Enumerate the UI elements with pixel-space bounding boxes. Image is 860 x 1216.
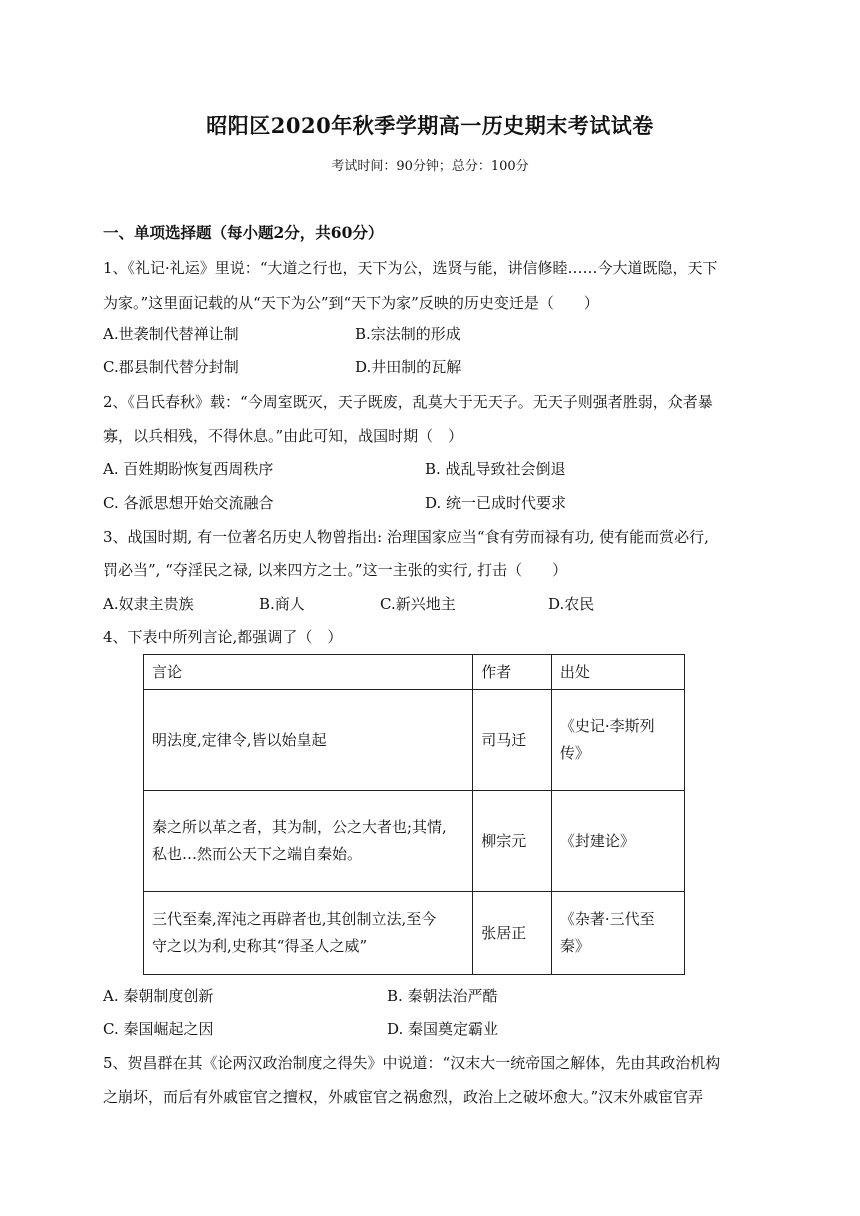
table-cell-author: 张居正 [473, 892, 552, 975]
question-1-option-b: B.宗法制的形成 [355, 325, 461, 343]
question-1-option-c: C.郡县制代替分封制 [103, 358, 239, 376]
table-header-author: 作者 [473, 655, 552, 690]
question-3-option-b: B.商人 [259, 595, 305, 613]
table-cell-author: 司马迁 [473, 690, 552, 791]
table-row [144, 791, 685, 892]
question-2-option-b: B. 战乱导致社会倒退 [425, 460, 566, 478]
question-3-option-a: A.奴隶主贵族 [103, 595, 194, 613]
quotes-table [143, 654, 685, 975]
table-cell-quote: 秦之所以革之者，其为制，公之大者也;其情, 私也…然而公天下之端自秦始。 [144, 791, 473, 892]
table-cell-source: 《封建论》 [551, 791, 684, 892]
table-header-source: 出处 [551, 655, 684, 690]
table-row [144, 690, 685, 791]
table-cell-source: 《史记·李斯列 传》 [551, 690, 684, 791]
question-1-option-a: A.世袭制代替禅让制 [103, 325, 239, 343]
question-4-option-c: C. 秦国崛起之因 [103, 1020, 214, 1038]
question-3-line-1: 3、战国时期, 有一位著名历史人物曾指出: 治理国家应当“食有劳而禄有功, 使有能而赏必行, [103, 528, 709, 546]
question-2-option-d: D. 统一已成时代要求 [425, 494, 567, 512]
question-1-option-d: D.井田制的瓦解 [355, 358, 462, 376]
question-3-option-d: D.农民 [548, 595, 595, 613]
question-1-line-1: 1、《礼记·礼运》里说：“大道之行也，天下为公，选贤与能，讲信修睦……今大道既隐，天下 [103, 259, 718, 277]
question-2-line-1: 2、《吕氏春秋》载：“今周室既灭，天子既废，乱莫大于无天子。无天子则强者胜弱，众者暴 [103, 393, 713, 411]
table-header-row [144, 655, 685, 690]
table-cell-author: 柳宗元 [473, 791, 552, 892]
table-cell-quote: 三代至秦,浑沌之再辟者也,其创制立法,至今 守之以为利,史称其“得圣人之威” [144, 892, 473, 975]
page-title: 昭阳区2020年秋季学期高一历史期末考试试卷 [206, 113, 654, 138]
section-heading: 一、单项选择题（每小题2分，共60分） [103, 223, 384, 242]
question-1-line-2: 为家。”这里面记载的从“天下为公”到“天下为家”反映的历史变迁是（ ） [103, 294, 599, 312]
table-header-quote: 言论 [144, 655, 473, 690]
question-5-line-2: 之崩坏，而后有外戚宦官之擅权，外戚宦官之祸愈烈，政治上之破坏愈大。”汉末外戚宦官弄 [103, 1088, 704, 1106]
question-5-line-1: 5、贺昌群在其《论两汉政治制度之得失》中说道：“汉末大一统帝国之解体，先由其政治机构 [103, 1054, 721, 1072]
question-2-option-c: C. 各派思想开始交流融合 [103, 494, 274, 512]
table-cell-source: 《杂著·三代至 秦》 [551, 892, 684, 975]
question-2-option-a: A. 百姓期盼恢复西周秩序 [103, 460, 274, 478]
exam-info: 考试时间：90分钟；总分：100分 [331, 159, 529, 174]
question-2-line-2: 寡，以兵相残，不得休息。”由此可知，战国时期（ ） [103, 427, 464, 445]
question-4-option-a: A. 秦朝制度创新 [103, 987, 214, 1005]
question-3-option-c: C.新兴地主 [380, 595, 456, 613]
question-4-line-1: 4、下表中所列言论,都强调了（ ） [103, 628, 343, 646]
table-cell-quote: 明法度,定律令,皆以始皇起 [144, 690, 473, 791]
table-row [144, 892, 685, 975]
question-4-option-d: D. 秦国奠定霸业 [387, 1020, 499, 1038]
question-4-option-b: B. 秦朝法治严酷 [387, 987, 498, 1005]
question-3-line-2: 罚必当”, “夺淫民之禄, 以来四方之士。”这一主张的实行, 打击（ ） [103, 561, 568, 579]
